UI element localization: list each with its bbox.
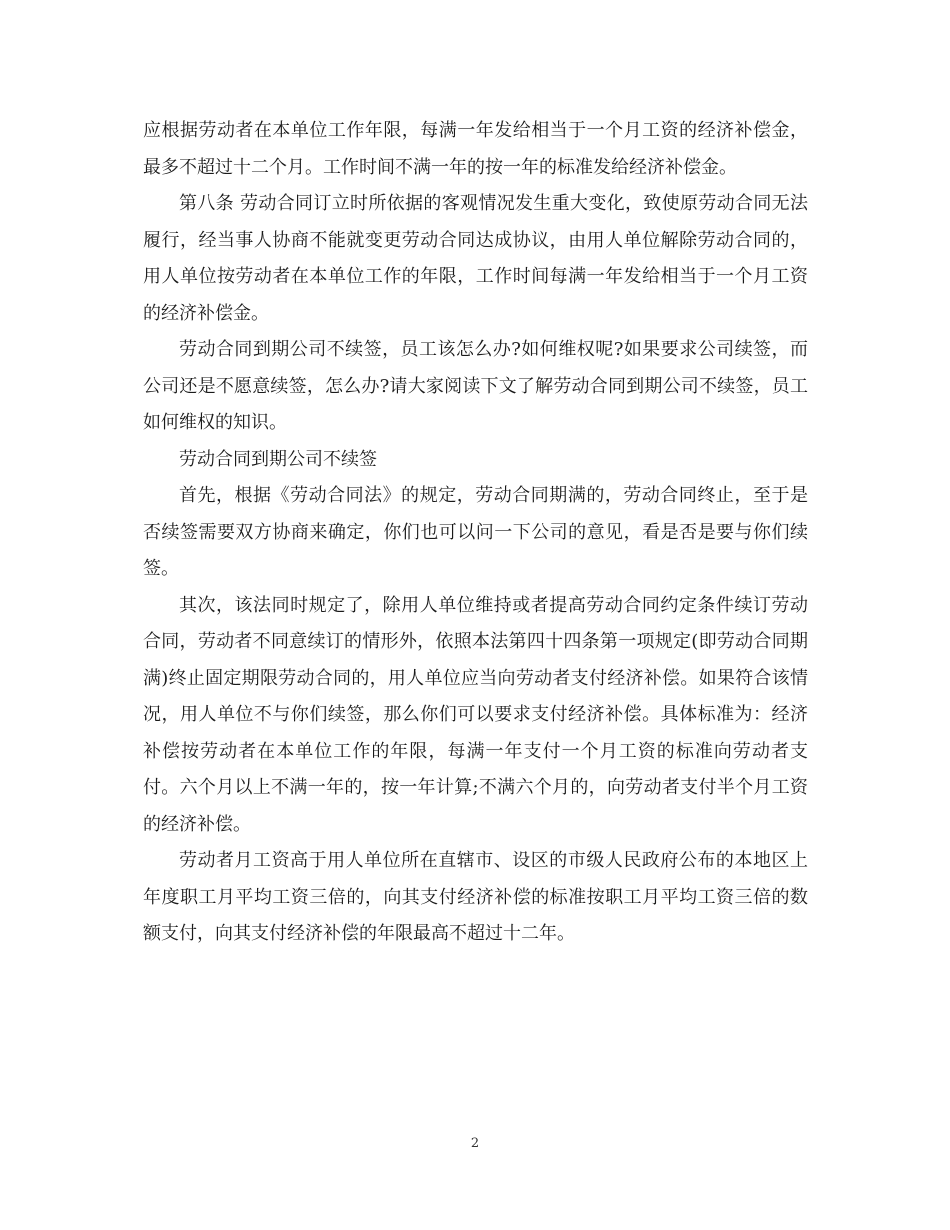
paragraph-3: 劳动合同到期公司不续签，员工该怎么办?如何维权呢?如果要求公司续签，而公司还是不愿意续签，怎么办?请大家阅读下文了解劳动合同到期公司不续签，员工如何维权的知识。 bbox=[143, 339, 808, 433]
document-body bbox=[143, 113, 808, 953]
paragraph-1: 应根据劳动者在本单位工作年限，每满一年发给相当于一个月工资的经济补偿金，最多不超过十二个月。工作时间不满一年的按一年的标准发给经济补偿金。 bbox=[143, 120, 808, 178]
paragraph-4: 首先，根据《劳动合同法》的规定，劳动合同期满的，劳动合同终止，至于是否续签需要双方协商来确定，你们也可以问一下公司的意见，看是否是要与你们续签。 bbox=[143, 485, 808, 579]
paragraph-5: 其次，该法同时规定了，除用人单位维持或者提高劳动合同约定条件续订劳动合同，劳动者不同意续订的情形外，依照本法第四十四条第一项规定(即劳动合同期满)终止固定期限劳动合同的，用人单位应当向劳动者支付经济补偿。如果符合该情况，用人单位不与你们续签，那么你们可以要求支付经济补偿。具体标准为：经济补偿按劳动者在本单位工作的年限，每满一年支付一个月工资的标准向劳动者支付。六个月以上不满一年的，按一年计算;不满六个月的，向劳动者支付半个月工资的经济补偿。 bbox=[143, 594, 808, 835]
section-heading: 劳动合同到期公司不续签 bbox=[179, 448, 377, 470]
page-number: 2 bbox=[470, 1136, 480, 1151]
paragraph-6: 劳动者月工资高于用人单位所在直辖市、设区的市级人民政府公布的本地区上年度职工月平均工资三倍的，向其支付经济补偿的标准按职工月平均工资三倍的数额支付，向其支付经济补偿的年限最高不超过十二年。 bbox=[143, 850, 808, 944]
paragraph-2: 第八条 劳动合同订立时所依据的客观情况发生重大变化，致使原劳动合同无法履行，经当事人协商不能就变更劳动合同达成协议，由用人单位解除劳动合同的，用人单位按劳动者在本单位工作的年限，工作时间每满一年发给相当于一个月工资的经济补偿金。 bbox=[143, 193, 808, 324]
